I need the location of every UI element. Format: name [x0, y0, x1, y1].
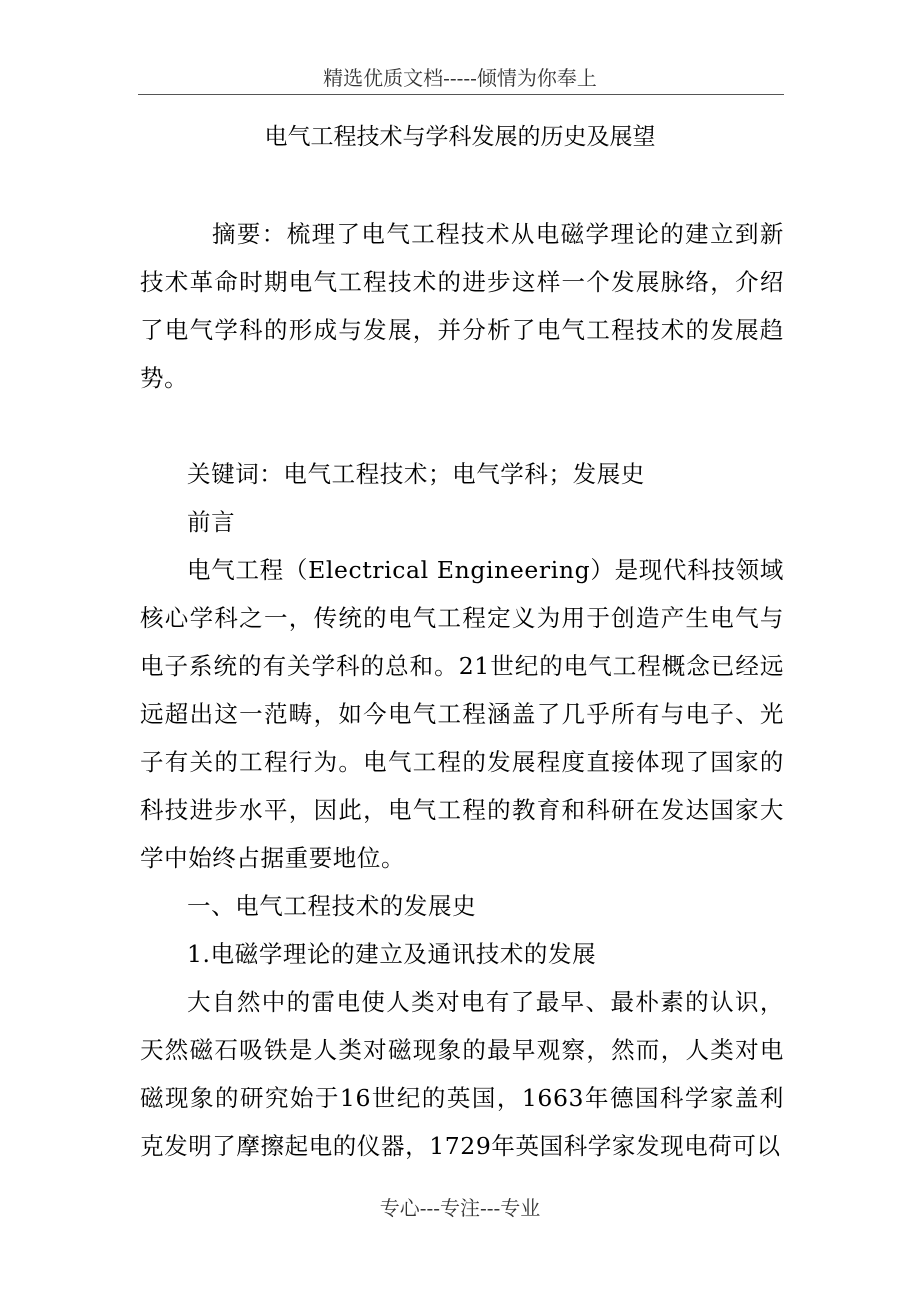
header-divider	[138, 94, 784, 95]
keywords-line: 关键词：电气工程技术；电气学科；发展史	[187, 460, 645, 488]
abstract-block	[140, 210, 784, 402]
subsection-heading: 1.电磁学理论的建立及通讯技术的发展	[187, 940, 597, 968]
page-footer: 专心---专注---专业	[379, 1196, 541, 1220]
abstract-paragraph: 摘要：梳理了电气工程技术从电磁学理论的建立到新技术革命时期电气工程技术的进步这样一个发展脉络，介绍了电气学科的形成与发展，并分析了电气工程技术的发展趋势。	[140, 220, 784, 392]
subsection-paragraph: 大自然中的雷电使人类对电有了最早、最朴素的认识，天然磁石吸铁是人类对磁现象的最早观察，然而，人类对电磁现象的研究始于16世纪的英国，1663年德国科学家盖利克发明了摩擦起电的仪器，1729年英国科学家发现电荷可以	[140, 988, 784, 1160]
preface-heading: 前言	[187, 508, 236, 536]
preface-paragraph: 电气工程（Electrical Engineering）是现代科技领域核心学科之一，传统的电气工程定义为用于创造产生电气与电子系统的有关学科的总和。21世纪的电气工程概念已经远远超出这一范畴，如今电气工程涵盖了几乎所有与电子、光子有关的工程行为。电气工程的发展程度直接体现了国家的科技进步水平，因此，电气工程的教育和科研在发达国家大学中始终占据重要地位。	[140, 556, 784, 872]
document-title: 电气工程技术与学科发展的历史及展望	[264, 124, 656, 150]
section-heading: 一、电气工程技术的发展史	[187, 892, 477, 920]
page-header: 精选优质文档-----倾情为你奉上	[323, 66, 597, 90]
main-body	[140, 450, 784, 1170]
